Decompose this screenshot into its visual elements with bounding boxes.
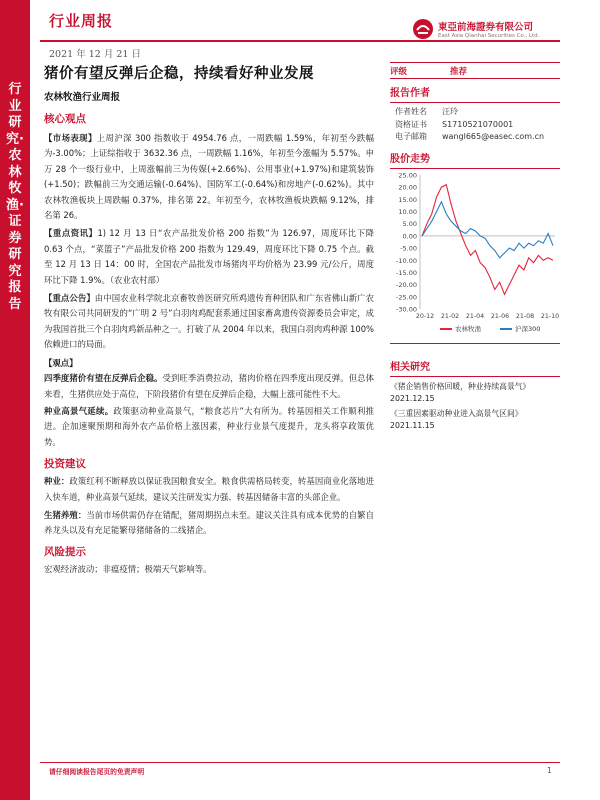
invest-pig-label: 生猪养殖： — [44, 509, 87, 520]
rating-value: 推荐 — [450, 67, 468, 77]
x-tick-label: 21-08 — [515, 312, 535, 320]
footer-rule — [40, 762, 560, 763]
key-notice-label: 【重点公告】 — [44, 293, 95, 304]
x-tick-label: 21-10 — [540, 312, 560, 320]
y-tick-label: 5.00 — [402, 219, 417, 228]
invest-pig-paragraph — [44, 508, 374, 539]
related-research-heading: 相关研究 — [390, 361, 430, 373]
author-email-label: 电子邮箱 — [395, 132, 427, 141]
view-seed-paragraph — [44, 404, 374, 450]
y-tick-label: -10.00 — [396, 256, 417, 265]
invest-pig-text: 当前市场供需仍存在错配，猪周期拐点未至。建议关注具有成本优势的自繁自养龙头以及有充足能繁母猪储备的二线猪企。 — [44, 509, 375, 536]
y-tick-label: -5.00 — [400, 244, 417, 253]
side-band — [0, 0, 30, 800]
y-tick-label: -20.00 — [396, 280, 417, 289]
y-tick-label: -30.00 — [396, 305, 417, 313]
legend-label: 农林牧渔 — [455, 324, 481, 333]
core-views-heading: 核心观点 — [44, 113, 86, 125]
stock-trend-chart — [390, 169, 560, 339]
company-logo — [412, 18, 562, 48]
author-email-value[interactable]: wangl665@easec.com.cn — [442, 132, 545, 141]
x-tick-label: 21-02 — [440, 312, 460, 320]
invest-seed-paragraph — [44, 474, 374, 505]
author-name-value: 汪玲 — [442, 107, 458, 116]
related-rule — [390, 376, 560, 377]
page-number: 1 — [547, 766, 552, 775]
y-tick-label: -25.00 — [396, 292, 417, 301]
stock-trend-heading: 股价走势 — [390, 153, 430, 165]
stock-trend-svg — [390, 169, 560, 339]
side-band-label: 行业研究·农林牧渔·证券研究报告 — [6, 82, 24, 312]
report-date: 2021 年 12 月 21 日 — [49, 49, 141, 60]
report-title: 猪价有望反弹后企稳，持续看好种业发展 — [44, 66, 314, 82]
y-tick-label: 10.00 — [398, 207, 417, 216]
report-subtitle: 农林牧渔行业周报 — [44, 92, 121, 103]
author-cert-label: 资格证书 — [395, 119, 427, 129]
main-column — [44, 62, 374, 577]
rating-bottom-rule — [390, 78, 560, 79]
x-tick-label: 20-12 — [415, 312, 435, 320]
key-notice-paragraph — [44, 291, 374, 353]
author-cert-value: S1710521070001 — [442, 119, 514, 129]
market-performance-paragraph — [44, 131, 374, 223]
view-pig-price-text: 受到旺季消费拉动，猪肉价格在四季度出现反弹。但总体来看，生猪供应处于高位，下阶段猪价有望在反弹后企稳，大幅上涨可能性不大。 — [44, 373, 375, 399]
risk-text: 宏观经济波动；非瘟疫情；极端天气影响等。 — [44, 563, 212, 574]
author-cert-row — [390, 119, 560, 132]
y-tick-label: 0.00 — [402, 231, 417, 240]
chart-bottom-rule — [390, 343, 560, 344]
risk-heading: 风险提示 — [44, 545, 86, 558]
company-logo-mark-icon — [412, 18, 434, 40]
company-name-en: East Asia Qianhai Securities Co., Ltd. — [438, 33, 540, 39]
y-tick-label: 25.00 — [398, 171, 417, 179]
invest-seed-text: 政策红利不断释放以保证我国粮食安全。粮食供需格局转变，转基因商业化落地进入快车道，种业高景气延续，建议关注研发实力强、转基因储备丰富的头部企业。 — [44, 476, 375, 502]
key-news-paragraph — [44, 226, 374, 288]
invest-seed-label: 种业： — [44, 476, 70, 487]
view-pig-price-label: 四季度猪价有望在反弹后企稳。 — [44, 373, 163, 384]
x-tick-label: 21-06 — [490, 312, 510, 320]
rating-row — [390, 63, 560, 78]
key-news-text: 1) 12 月 13 日“农产品批发价格 200 指数”为 126.97，周度环比下降 0.63 个点，“菜篮子”产品批发价格 200 指数为 129.49，周度环比下降 0.75 个点。截至 12 月 13 日 14：00 时，全国农产品批发市场猪肉平均价格为 23.99 元/公斤，周度环比下降 1.9%。（农业农村部） — [44, 228, 375, 285]
right-column — [390, 62, 560, 435]
market-performance-text: 上周沪深 300 指数收于 4954.76 点，一周跌幅 1.59%，年初至今跌幅为-3.00%；上证综指收于 3632.36 点，一周跌幅 1.16%，年初至今涨幅为 5.57%。申万 28 个一级行业中，上周涨幅前三为传媒(+2.66%)、公用事业(+1.97%)和建筑装饰(+1.50)；跌幅前三为交通运输(-0.64%)、国防军工(-0.64%)和房地产(-0.62%)。其中农林牧渔板块上周跌幅 0.37%，排名第 22。年初至今，农林牧渔板块跌幅 9.12%，排名第 26。 — [44, 133, 374, 221]
author-email-row — [390, 131, 560, 144]
key-news-label: 【重点资讯】 — [44, 228, 98, 239]
series-line — [422, 201, 553, 257]
investment-advice-heading: 投资建议 — [44, 458, 86, 471]
x-tick-label: 21-04 — [465, 312, 485, 320]
views-label: 【观点】 — [44, 357, 78, 368]
related-research-item[interactable]: 《三重因素驱动种业进入高景气区间》2021.11.15 — [390, 408, 523, 430]
author-name-label: 作者姓名 — [395, 107, 427, 116]
footer-disclaimer: 请仔细阅读报告尾页的免责声明 — [49, 768, 145, 776]
author-rule — [390, 102, 560, 103]
rating-label: 评级 — [390, 67, 408, 77]
legend-label: 沪深300 — [515, 324, 541, 333]
y-tick-label: 15.00 — [398, 195, 417, 204]
author-name-row — [390, 106, 560, 119]
author-heading: 报告作者 — [390, 88, 430, 99]
company-name-cn: 東亞前海證券有限公司 — [438, 22, 534, 33]
report-type: 行业周报 — [49, 12, 114, 30]
view-pig-price-paragraph — [44, 371, 374, 402]
y-tick-label: 20.00 — [398, 183, 417, 192]
related-research-item[interactable]: 《猪企销售价格回暖，种业持续高景气》2021.12.15 — [390, 381, 531, 403]
view-seed-label: 种业高景气延续。 — [44, 405, 114, 416]
y-tick-label: -15.00 — [396, 268, 417, 277]
market-performance-label: 【市场表现】 — [44, 133, 97, 143]
key-notice-text: 由中国农业科学院北京畜牧兽医研究所鸡遗传育种团队和广东省佛山新广农牧有限公司共同研发的“广明 2 号”白羽肉鸡配套系通过国家畜禽遗传资源委员会审定，成为我国首批三个白羽肉鸡新品种之一。打破了从 2004 年以来，我国白羽肉鸡种源 100%依赖进口的局面。 — [44, 293, 375, 350]
views-label-line — [44, 356, 374, 371]
view-seed-text: 政策驱动种业高景气，“粮食芯片”大有所为。转基因相关工作顺利推进。企加速聚预期和海外农产品价格上涨因素，种业行业景气度提升，龙头将享政策优势。 — [44, 405, 375, 447]
